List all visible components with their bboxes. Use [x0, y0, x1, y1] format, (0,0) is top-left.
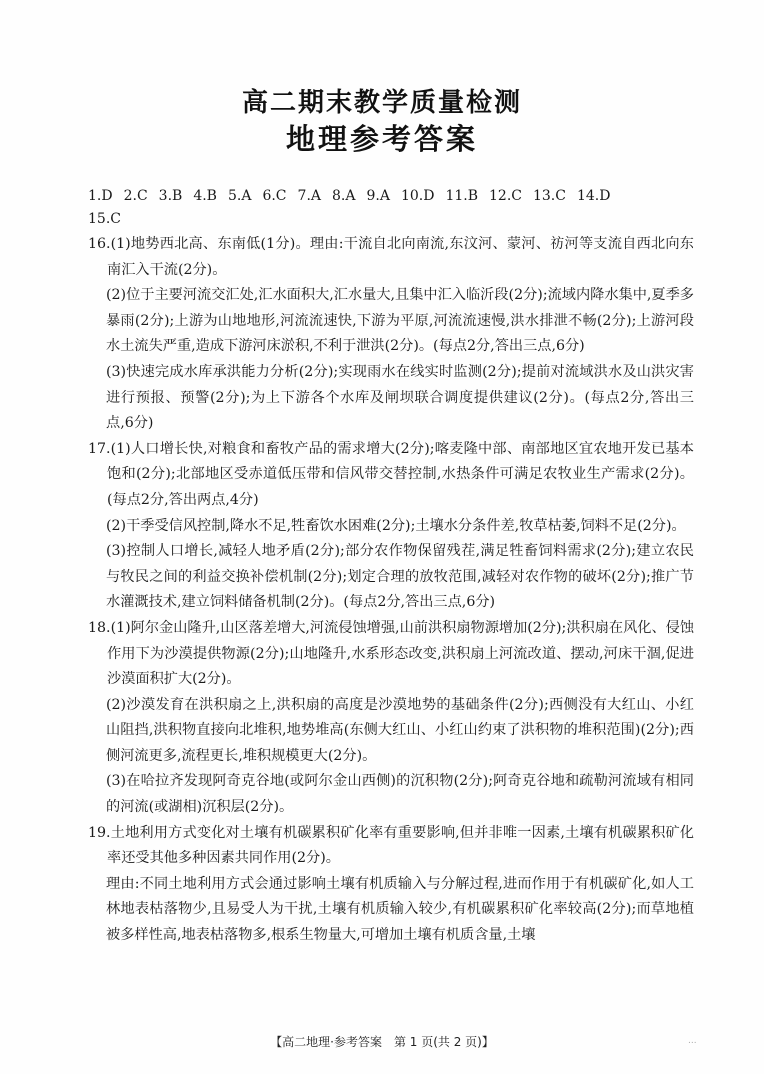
answer-item: 12.C — [489, 188, 522, 204]
corner-mark: ... — [688, 1036, 697, 1046]
q18-part2: (2)沙漠发育在洪积扇之上,洪积扇的高度是沙漠地势的基础条件(2分);西侧没有大红山、小红山阻挡,洪积物直接向北堆积,地势堆高(东侧大红山、小红山约束了洪积物的堆积范围)(2分);西侧河流更多,流程更长,堆积规模更大(2分)。 — [106, 696, 694, 764]
answer-item: 15.C — [88, 211, 121, 227]
q16-part1: 16.(1)地势西北高、东南低(1分)。理由:干流自北向南流,东汶河、蒙河、祊河等支流自西北向东南汇入干流(2分)。 — [88, 236, 694, 278]
q16-part3: (3)快速完成水库承洪能力分析(2分);实现雨水在线实时监测(2分);提前对流域洪水及山洪灾害进行预报、预警(2分);为上下游各个水库及闸坝联合调度提供建议(2分)。(每点2分,答出三点,6分) — [106, 363, 694, 432]
answer-item: 7.A — [297, 188, 321, 204]
answer-item: 4.B — [193, 188, 217, 204]
answer-body — [88, 232, 694, 949]
q19-part2: 理由:不同土地利用方式会通过影响土壤有机质输入与分解过程,进而作用于有机碳矿化,如人工林地表枯落物少,且易受人为干扰,土壤有机质输入较少,有机碳累积矿化率较高(2分);而草地植被多样性高,地表枯落物多,根系生物量大,可增加土壤有机质含量,土壤 — [106, 875, 694, 944]
answer-item: 5.A — [227, 188, 252, 204]
q18-part3: (3)在哈拉齐发现阿奇克谷地(或阿尔金山西侧)的沉积物(2分);阿奇克谷地和疏勒河流域有相同的河流(或湖相)沉积层(2分)。 — [106, 773, 694, 816]
q19-part1: 19.土地利用方式变化对土壤有机碳累积矿化率有重要影响,但并非唯一因素,土壤有机碳累积矿化率还受其他多种因素共同作用(2分)。 — [88, 824, 694, 867]
answer-item: 9.A — [366, 188, 390, 204]
answer-item: 11.B — [445, 188, 478, 204]
answer-item: 3.B — [158, 188, 183, 204]
choice-answers — [88, 185, 688, 231]
q17-part2: (2)干季受信风控制,降水不足,牲畜饮水困难(2分);土壤水分条件差,牧草枯萎,饲料不足(2分)。 — [106, 517, 686, 534]
page-footer: 【高二地理·参考答案 第 1 页(共 2 页)】 — [270, 1035, 494, 1049]
page-subtitle: 地理参考答案 — [285, 122, 478, 156]
answer-item: 14.D — [576, 188, 611, 204]
answer-item: 10.D — [400, 188, 435, 204]
q17-part1: 17.(1)人口增长快,对粮食和畜牧产品的需求增大(2分);喀麦隆中部、南部地区宜农地开发已基本饱和(2分);北部地区受赤道低压带和信风带交替控制,水热条件可满足农牧业生产需求(2分)。(每点2分,答出两点,4分) — [88, 440, 694, 508]
answer-item: 1.D — [88, 188, 113, 204]
q18-part1: 18.(1)阿尔金山隆升,山区落差增大,河流侵蚀增强,山前洪积扇物源增加(2分);洪积扇在风化、侵蚀作用下为沙漠提供物源(2分);山地隆升,水系形态改变,洪积扇上河流改道、摆动,河床干涸,促进沙漠面积扩大(2分)。 — [88, 619, 695, 688]
answer-item: 6.C — [262, 188, 287, 204]
q16-part2: (2)位于主要河流交汇处,汇水面积大,汇水量大,且集中汇入临沂段(2分);流域内降水集中,夏季多暴雨(2分);上游为山地地形,河流流速快,下游为平原,河流流速慢,洪水排泄不畅(2分);上游河段水土流失严重,造成下游河床淤积,不利于泄洪(2分)。(每点2分,答出三点,6分) — [106, 287, 694, 355]
answer-item: 2.C — [123, 188, 148, 204]
q17-part3: (3)控制人口增长,减轻人地矛盾(2分);部分农作物保留残茬,满足牲畜饲料需求(2分);建立农民与牧民之间的利益交换补偿机制(2分);划定合理的放牧范围,减轻对农作物的破坏(2分);推广节水灌溉技术,建立饲料储备机制(2分)。(每点2分,答出三点,6分) — [106, 543, 694, 611]
page-title: 高二期末教学质量检测 — [241, 88, 522, 118]
answer-item: 8.A — [332, 188, 356, 204]
answer-item: 13.C — [532, 188, 566, 204]
